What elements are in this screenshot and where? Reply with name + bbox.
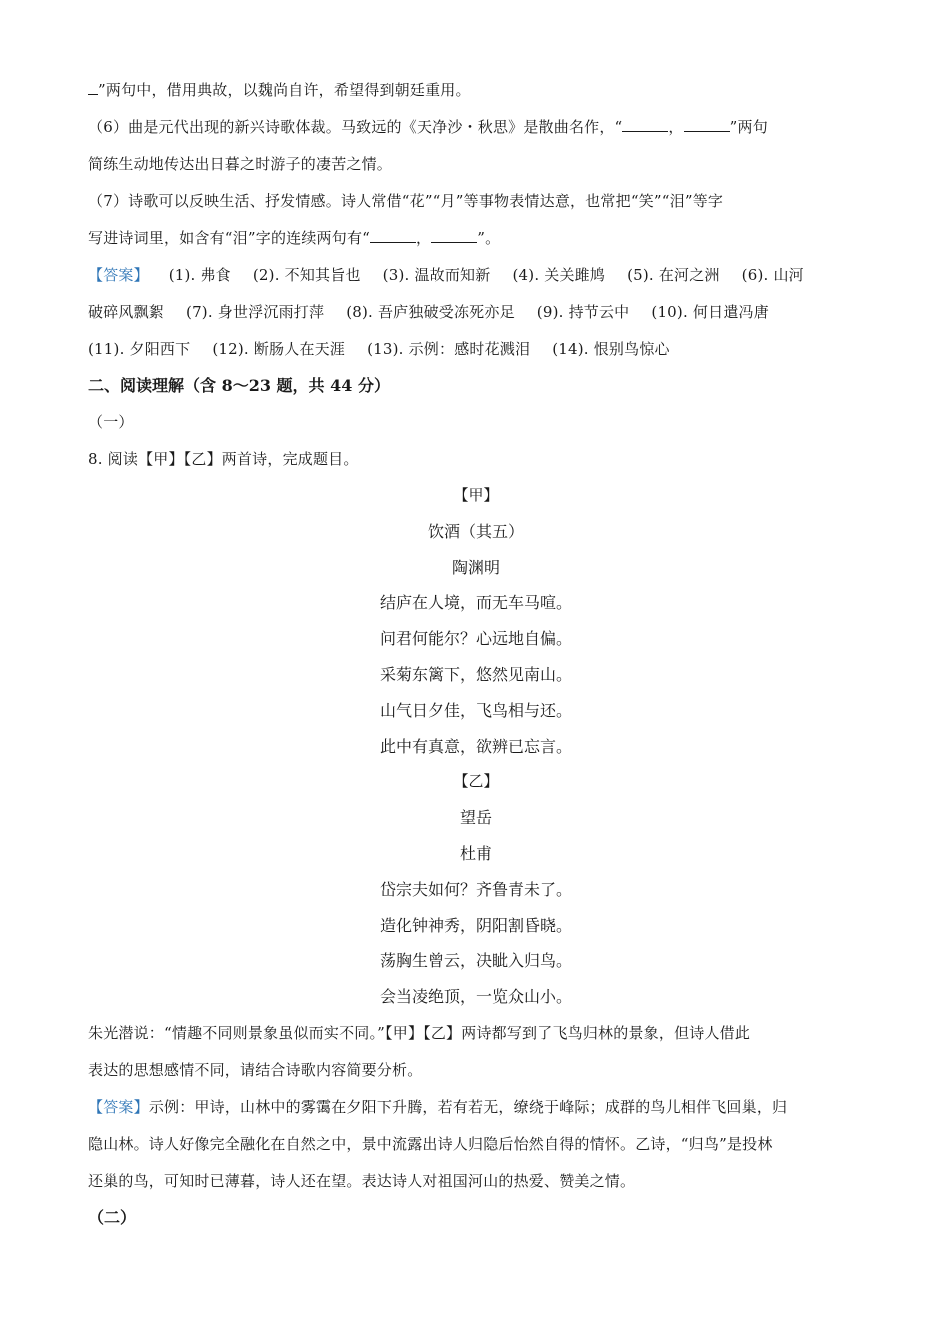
answer-item: (12). 断肠人在天涯 (212, 340, 346, 358)
answer-item: (10). 何日遣冯唐 (651, 303, 769, 321)
item-6-line-2: 简练生动地传达出日暮之时游子的凄苦之情。 (88, 155, 393, 173)
answer-item: (9). 持节云中 (536, 303, 630, 321)
item-6-line: （6）曲是元代出现的新兴诗歌体裁。马致远的《天净沙・秋思》是散曲名作，“ ， ”两句 (88, 118, 768, 136)
question-8-prompt: 8. 阅读【甲】【乙】两首诗，完成题目。 (88, 450, 359, 468)
answer-1-line-1 (88, 257, 864, 294)
answer-item: (14). 恨别鸟惊心 (552, 340, 670, 358)
answer-tag: 【答案】 (88, 266, 149, 284)
poem-a-author: 陶渊明 (451, 557, 500, 577)
answer-item: (7). 身世浮沉雨打萍 (186, 303, 325, 321)
item-7-line-2: 写进诗词里，如含有“泪”字的连续两句有“ ， ”。 (88, 229, 501, 247)
poem-a-line: 问君何能尔？心远地自偏。 (379, 629, 572, 649)
answer-blank (622, 117, 668, 132)
poem-b-line: 荡胸生曾云，决眦入归鸟。 (379, 951, 572, 971)
answer-blank (370, 228, 416, 243)
answer-blank (431, 228, 477, 243)
poem-b-title: 望岳 (459, 808, 492, 828)
answer-item: (3). 温故而知新 (382, 266, 491, 284)
part-label: （一） (88, 413, 134, 431)
poem-a-line: 结庐在人境，而无车马喧。 (379, 593, 572, 613)
answer-item: (5). 在河之洲 (627, 266, 720, 284)
poem-a-line: 此中有真意，欲辨已忘言。 (379, 736, 572, 756)
question-8-text: 朱光潜说：“情趣不同则景象虽似而实不同。”【甲】【乙】两诗都写到了飞鸟归林的景象，但诗人借此 (88, 1023, 751, 1042)
answer-item: (6). 山河 (741, 266, 804, 284)
poem-b-line: 会当凌绝顶，一览众山小。 (379, 987, 572, 1007)
poem-b-line: 岱宗夫如何？齐鲁青未了。 (379, 879, 572, 899)
section-heading: 二、阅读理解（含 8～23 题，共 44 分） (88, 376, 390, 395)
item-7-line: （7）诗歌可以反映生活、抒发情感。诗人常借“花”“月”等事物表情达意，也常把“笑”“泪”等字 (88, 192, 724, 210)
answer-item: 破碎风飘絮 (88, 303, 165, 321)
question-8-text-2: 表达的思想感情不同，请结合诗歌内容简要分析。 (88, 1060, 423, 1079)
answer-2-line-3: 还巢的鸟，可知时已薄暮，诗人还在望。表达诗人对祖国河山的热爱、赞美之情。 (88, 1171, 636, 1190)
poem-b-author: 杜甫 (459, 843, 492, 863)
document-page (88, 72, 864, 1236)
answer-2-line-1: 【答案】示例：甲诗，山林中的雾霭在夕阳下升腾，若有若无，缭绕于峰际；成群的鸟儿相伴飞回巢，归 (88, 1097, 788, 1116)
answer-blank (684, 117, 730, 132)
poem-a-label: 【甲】 (453, 486, 499, 504)
answer-item: (11). 夕阳西下 (88, 340, 191, 358)
answer-item: (4). 关关雎鸠 (512, 266, 606, 284)
poem-b-line: 造化钟神秀，阴阳割昏晓。 (379, 915, 572, 935)
answer-item: (1). 弗食 (168, 266, 231, 284)
answer-1-line-2 (88, 294, 864, 331)
answer-item: (13). 示例：感时花溅泪 (367, 340, 531, 358)
poem-a-title: 饮酒（其五） (427, 521, 524, 541)
answer-1-line-3 (88, 331, 864, 368)
answer-item: (8). 吾庐独破受冻死亦足 (346, 303, 515, 321)
poem-a-line: 采菊东篱下，悠然见南山。 (379, 664, 572, 684)
answer-blank (88, 80, 98, 95)
q7-fragment-line: ”两句中，借用典故，以魏尚自许，希望得到朝廷重用。 (88, 72, 864, 109)
answer-2-line-2: 隐山林。诗人好像完全融化在自然之中，景中流露出诗人归隐后怡然自得的情怀。乙诗，“归鸟”是投林 (88, 1134, 773, 1153)
answer-item: (2). 不知其旨也 (252, 266, 361, 284)
poem-a-line: 山气日夕佳，飞鸟相与还。 (379, 700, 572, 720)
poem-b-label: 【乙】 (453, 772, 499, 791)
answer-tag: 【答案】 (88, 1097, 149, 1116)
part-label-2: （二） (88, 1207, 137, 1227)
